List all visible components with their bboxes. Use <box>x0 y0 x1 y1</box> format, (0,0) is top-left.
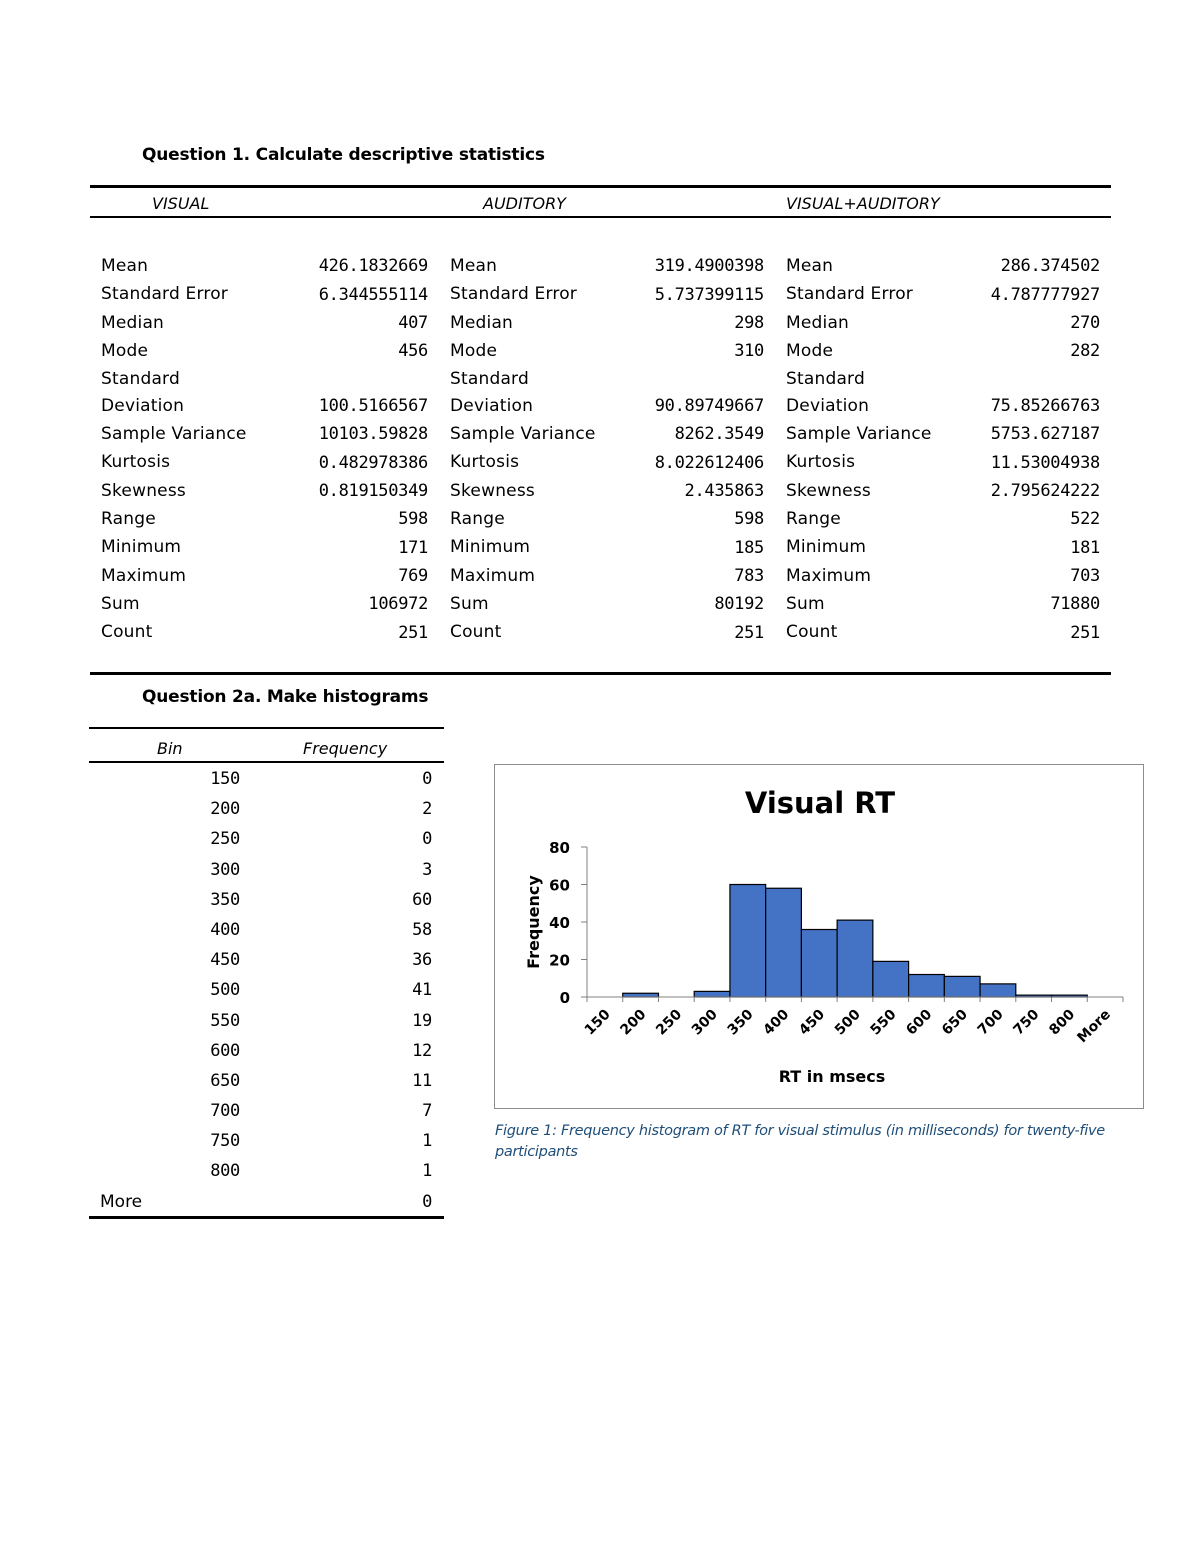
stat-value: 298 <box>734 312 764 333</box>
stat-label: Median <box>450 312 514 333</box>
stat-row <box>450 475 764 503</box>
stat-row <box>786 278 1100 306</box>
stat-value: 185 <box>734 537 764 558</box>
stat-row <box>101 503 428 531</box>
histogram-bar <box>694 991 730 997</box>
table-row <box>89 854 444 884</box>
stat-row <box>786 335 1100 363</box>
stat-label: Range <box>101 509 156 530</box>
stat-label: Mode <box>101 340 149 361</box>
stat-value: 4.787777927 <box>990 284 1100 305</box>
stat-label: Median <box>786 312 850 333</box>
stat-value: 522 <box>1070 509 1100 530</box>
bin-cell: 550 <box>210 1010 240 1031</box>
stat-label: Maximum <box>450 565 536 586</box>
y-tick-label: 20 <box>549 951 570 970</box>
stat-row <box>101 418 428 446</box>
stat-label: Count <box>450 622 502 643</box>
stat-row <box>786 560 1100 588</box>
histogram-bar <box>980 984 1016 997</box>
stat-row <box>786 531 1100 559</box>
y-tick-label: 80 <box>549 839 570 857</box>
bin-cell: 500 <box>210 980 240 1001</box>
frequency-cell: 7 <box>422 1101 432 1122</box>
stat-row <box>786 418 1100 446</box>
stat-value: 171 <box>398 537 428 558</box>
stat-label: Sample Variance <box>786 424 932 445</box>
stat-row <box>786 616 1100 644</box>
stat-value: 106972 <box>368 594 428 615</box>
stat-value: 286.374502 <box>1000 256 1100 277</box>
histogram-bar <box>730 885 766 998</box>
x-tick-label: 700 <box>974 1006 1007 1039</box>
stat-value: 407 <box>398 312 428 333</box>
stat-label: Sum <box>101 593 140 614</box>
table-row <box>89 914 444 944</box>
stat-row <box>101 335 428 363</box>
stat-row <box>450 278 764 306</box>
descriptive-statistics-table <box>90 185 1111 675</box>
stat-row <box>786 588 1100 616</box>
table-row <box>89 1186 444 1216</box>
frequency-cell: 3 <box>422 859 432 880</box>
y-tick-label: 60 <box>549 876 570 895</box>
x-tick-label: 350 <box>724 1006 757 1039</box>
stat-label: Kurtosis <box>786 452 856 473</box>
stat-label: Standard Error <box>450 284 577 305</box>
stat-label: Standard Deviation <box>101 369 185 417</box>
table-row <box>89 1125 444 1155</box>
stat-label: Maximum <box>101 565 187 586</box>
stat-label: Minimum <box>786 537 867 558</box>
stat-value: 5753.627187 <box>990 424 1100 445</box>
histogram-bar <box>766 888 802 997</box>
bin-cell: 200 <box>210 799 240 820</box>
stat-label: Count <box>101 622 153 643</box>
stat-value: 80192 <box>714 594 764 615</box>
stat-row <box>450 250 764 278</box>
x-tick-label: 450 <box>796 1006 829 1039</box>
stat-label: Mode <box>786 340 834 361</box>
x-tick-label: 500 <box>831 1006 864 1039</box>
x-tick-label: 600 <box>903 1006 936 1039</box>
frequency-cell: 1 <box>422 1131 432 1152</box>
histogram-chart <box>494 764 1144 1109</box>
stat-row <box>786 446 1100 474</box>
bin-cell: 600 <box>210 1040 240 1061</box>
stat-row <box>101 278 428 306</box>
x-tick-label: 300 <box>688 1006 721 1039</box>
figure-caption: Figure 1: Frequency histogram of RT for visual stimulus (in milliseconds) for twenty-five participants <box>495 1123 1105 1160</box>
stat-value: 90.89749667 <box>654 396 764 417</box>
stat-value: 251 <box>398 622 428 643</box>
stats-body <box>90 218 1111 672</box>
stat-label: Range <box>450 509 505 530</box>
table-row <box>89 823 444 853</box>
bin-cell: More <box>100 1191 143 1212</box>
stat-value: 8.022612406 <box>654 452 764 473</box>
frequency-cell: 2 <box>422 799 432 820</box>
stat-value: 6.344555114 <box>318 284 428 305</box>
histogram-bar <box>623 993 659 997</box>
stat-label: Mode <box>450 340 498 361</box>
stat-row <box>101 475 428 503</box>
header-bin: Bin <box>157 739 183 758</box>
bin-cell: 150 <box>210 769 240 789</box>
frequency-cell: 36 <box>412 950 432 971</box>
stat-value: 426.1832669 <box>318 256 428 277</box>
stat-value: 2.435863 <box>684 481 764 502</box>
stat-row <box>450 335 764 363</box>
stat-value: 0.482978386 <box>318 452 428 473</box>
header-visual-auditory: VISUAL+AUDITORY <box>786 194 940 213</box>
frequency-cell: 58 <box>412 919 432 940</box>
stat-row <box>101 307 428 335</box>
stat-row <box>450 363 764 418</box>
stat-label: Skewness <box>450 480 535 501</box>
stat-value: 2.795624222 <box>990 481 1100 502</box>
x-axis-label: RT in msecs <box>778 1067 886 1086</box>
stat-row <box>786 363 1100 418</box>
header-frequency: Frequency <box>303 739 388 758</box>
x-tick-label: 250 <box>653 1006 686 1039</box>
stat-row <box>450 560 764 588</box>
x-tick-label: 800 <box>1046 1006 1079 1039</box>
stat-label: Standard Error <box>101 284 228 305</box>
histogram-bar <box>873 961 909 997</box>
stat-value: 598 <box>398 509 428 530</box>
stat-label: Minimum <box>101 537 182 558</box>
frequency-cell: 19 <box>412 1010 432 1031</box>
frequency-cell: 11 <box>412 1070 432 1091</box>
frequency-table <box>89 727 444 1219</box>
y-axis-label: Frequency <box>524 875 543 969</box>
stat-value: 319.4900398 <box>654 256 764 277</box>
x-tick-label: 400 <box>760 1006 793 1039</box>
table-row <box>89 1035 444 1065</box>
histogram-bar <box>909 975 945 998</box>
stat-label: Sample Variance <box>450 424 596 445</box>
frequency-cell: 0 <box>422 769 432 789</box>
frequency-cell: 0 <box>422 1191 432 1212</box>
histogram-bar <box>837 920 873 997</box>
stat-row <box>450 418 764 446</box>
stat-row <box>101 616 428 644</box>
stat-value: 100.5166567 <box>318 396 428 417</box>
stats-column-auditory <box>450 250 764 645</box>
stat-label: Skewness <box>101 480 186 501</box>
histogram-bar <box>944 976 980 997</box>
stat-label: Standard Error <box>786 284 913 305</box>
stat-label: Standard Deviation <box>450 369 534 417</box>
bin-cell: 750 <box>210 1131 240 1152</box>
x-tick-label: 550 <box>867 1006 900 1039</box>
bin-cell: 800 <box>210 1161 240 1182</box>
header-visual: VISUAL <box>152 194 210 213</box>
stat-row <box>450 446 764 474</box>
stat-value: 270 <box>1070 312 1100 333</box>
stat-value: 251 <box>734 622 764 643</box>
stat-label: Sample Variance <box>101 424 247 445</box>
header-auditory: AUDITORY <box>483 194 566 213</box>
stat-label: Kurtosis <box>450 452 520 473</box>
stat-row <box>101 250 428 278</box>
stat-row <box>450 616 764 644</box>
stat-value: 282 <box>1070 341 1100 362</box>
stat-row <box>786 475 1100 503</box>
stat-label: Kurtosis <box>101 452 171 473</box>
stat-row <box>101 446 428 474</box>
stat-value: 769 <box>398 565 428 586</box>
table-row <box>89 793 444 823</box>
bin-cell: 650 <box>210 1070 240 1091</box>
stat-value: 0.819150349 <box>318 481 428 502</box>
stat-row <box>450 503 764 531</box>
stat-row <box>786 503 1100 531</box>
stat-value: 783 <box>734 565 764 586</box>
stat-value: 5.737399115 <box>654 284 764 305</box>
frequency-cell: 1 <box>422 1161 432 1182</box>
stat-row <box>101 588 428 616</box>
x-tick-label: 150 <box>581 1006 614 1039</box>
table-row <box>89 1155 444 1185</box>
table-row <box>89 1005 444 1035</box>
bin-cell: 350 <box>210 889 240 910</box>
bin-cell: 450 <box>210 950 240 971</box>
stat-label: Minimum <box>450 537 531 558</box>
stats-header-row <box>90 188 1111 218</box>
stat-value: 456 <box>398 341 428 362</box>
frequency-cell: 41 <box>412 980 432 1001</box>
stat-row <box>101 531 428 559</box>
histogram-bar <box>801 930 837 998</box>
stat-row <box>101 363 428 418</box>
stat-value: 251 <box>1070 622 1100 643</box>
x-tick-label: 200 <box>617 1006 650 1039</box>
stat-value: 75.85266763 <box>990 396 1100 417</box>
bin-cell: 250 <box>210 829 240 850</box>
stat-value: 703 <box>1070 565 1100 586</box>
stat-row <box>450 531 764 559</box>
stat-label: Sum <box>450 593 489 614</box>
x-tick-label: 650 <box>939 1006 972 1039</box>
stat-label: Mean <box>450 256 498 276</box>
stat-label: Mean <box>101 256 149 276</box>
stat-row <box>786 250 1100 278</box>
stat-label: Mean <box>786 256 834 276</box>
stat-label: Count <box>786 622 838 643</box>
table-row <box>89 763 444 793</box>
stats-column-visual <box>101 250 428 645</box>
stat-label: Sum <box>786 593 825 614</box>
question-2a-title: Question 2a. Make histograms <box>142 687 429 707</box>
stat-label: Standard Deviation <box>786 369 870 417</box>
table-row <box>89 1095 444 1125</box>
stat-value: 310 <box>734 341 764 362</box>
y-tick-label: 0 <box>559 989 570 1007</box>
stat-value: 8262.3549 <box>674 424 764 445</box>
table-row <box>89 884 444 914</box>
stats-column-visual-auditory <box>786 250 1100 645</box>
table-row <box>89 974 444 1004</box>
table-row <box>89 944 444 974</box>
x-tick-label: 750 <box>1010 1006 1043 1039</box>
table-row <box>89 1065 444 1095</box>
stat-label: Skewness <box>786 480 871 501</box>
x-tick-label: More <box>1074 1006 1114 1047</box>
bin-cell: 400 <box>210 919 240 940</box>
stat-row <box>786 307 1100 335</box>
bin-cell: 700 <box>210 1101 240 1122</box>
stat-value: 11.53004938 <box>990 452 1100 473</box>
chart-title: Visual RT <box>744 786 896 820</box>
stat-row <box>101 560 428 588</box>
y-tick-label: 40 <box>549 914 570 932</box>
histogram-svg <box>495 765 1145 1110</box>
frequency-body <box>89 763 444 1216</box>
stat-label: Range <box>786 509 841 530</box>
stat-value: 598 <box>734 509 764 530</box>
stat-row <box>450 588 764 616</box>
frequency-cell: 60 <box>412 889 432 910</box>
bin-cell: 300 <box>210 859 240 880</box>
stat-value: 71880 <box>1050 594 1100 615</box>
stat-value: 181 <box>1070 537 1100 558</box>
frequency-cell: 12 <box>412 1040 432 1061</box>
frequency-header-row <box>89 729 444 763</box>
frequency-cell: 0 <box>422 829 432 850</box>
stat-value: 10103.59828 <box>318 424 428 445</box>
stat-row <box>450 307 764 335</box>
question-1-title: Question 1. Calculate descriptive statistics <box>142 145 545 165</box>
stat-label: Median <box>101 312 165 333</box>
stat-label: Maximum <box>786 565 872 586</box>
